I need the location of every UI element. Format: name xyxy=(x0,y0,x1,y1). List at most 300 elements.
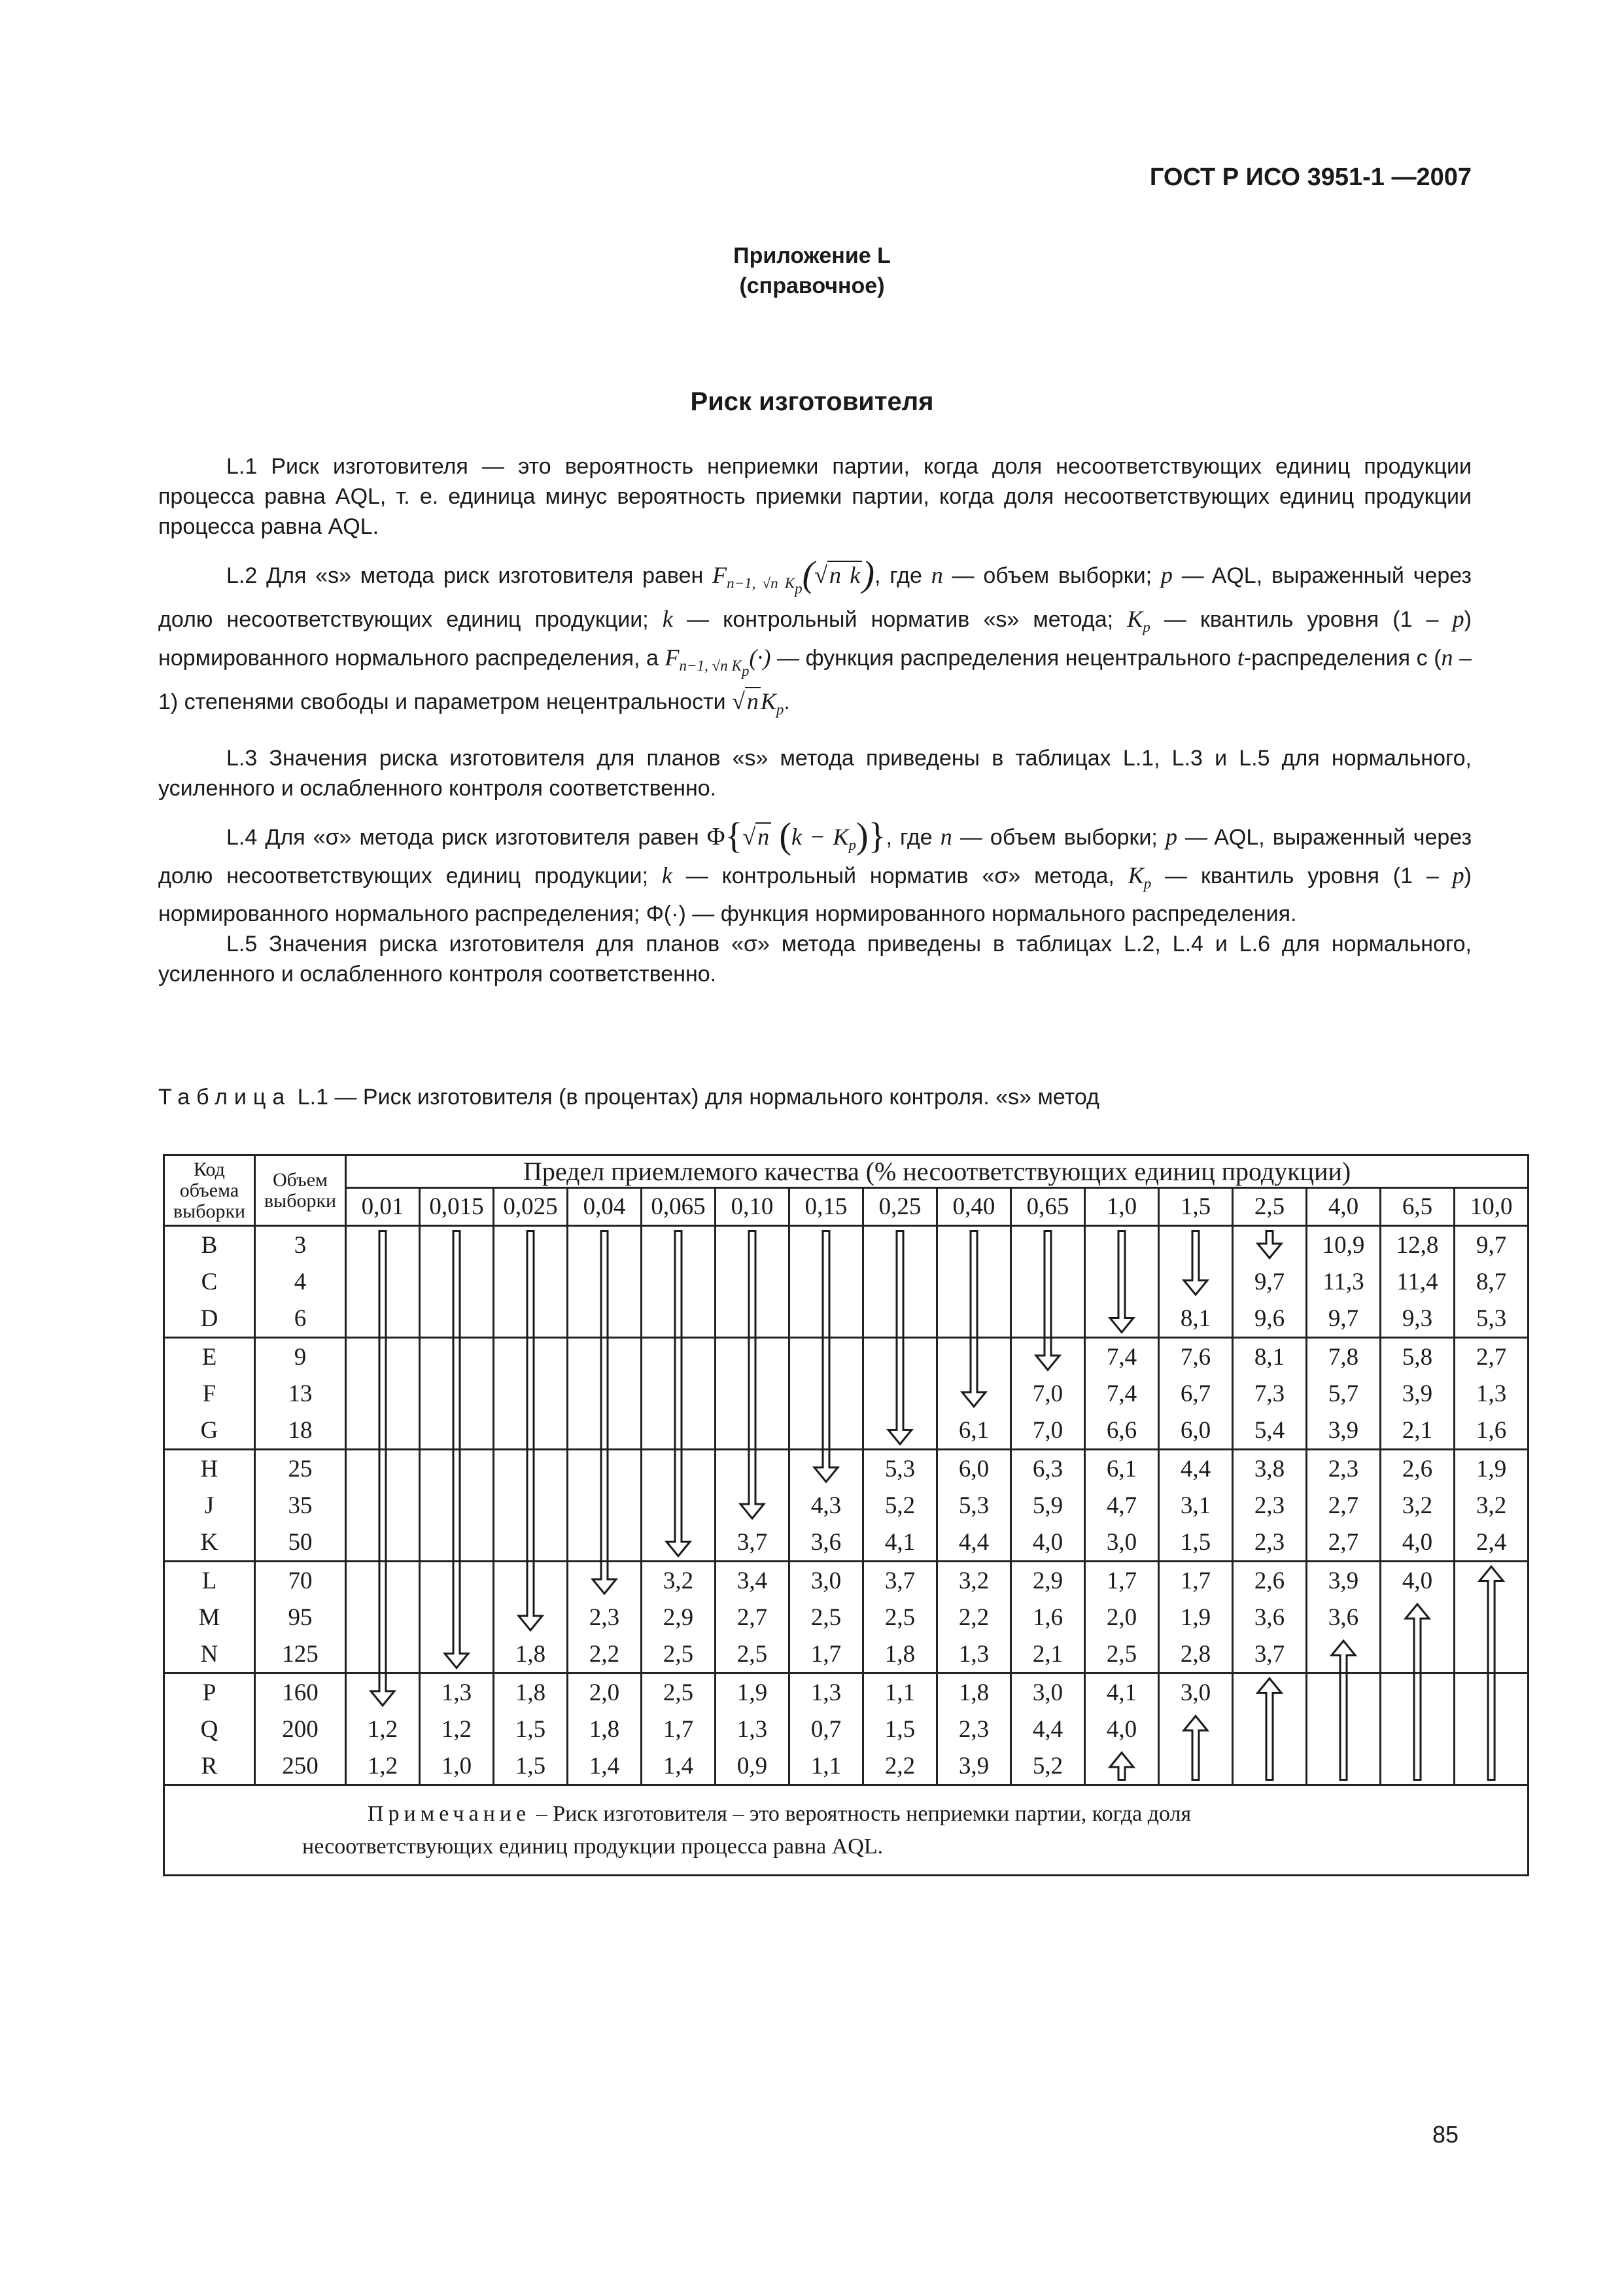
risk-value-cell xyxy=(420,1562,494,1600)
risk-value-cell: 6,3 xyxy=(1011,1450,1085,1488)
risk-value-cell xyxy=(568,1300,642,1338)
risk-value-cell: 2,1 xyxy=(1011,1636,1085,1673)
risk-value-cell: 2,5 xyxy=(863,1599,937,1636)
risk-value-cell: 1,6 xyxy=(1011,1599,1085,1636)
code-letter-cell: R xyxy=(164,1747,255,1785)
aql-header-cell: 0,01 xyxy=(346,1188,420,1226)
risk-value-cell: 2,2 xyxy=(568,1636,642,1673)
risk-value-cell xyxy=(1307,1673,1381,1711)
sample-size-cell: 200 xyxy=(255,1711,346,1747)
risk-value-cell xyxy=(1455,1711,1529,1747)
risk-value-cell xyxy=(716,1263,789,1300)
risk-value-cell xyxy=(863,1226,937,1264)
risk-value-cell xyxy=(1085,1300,1159,1338)
risk-value-cell: 9,6 xyxy=(1233,1300,1307,1338)
risk-value-cell xyxy=(937,1338,1011,1376)
body-text xyxy=(158,451,1472,989)
table-row xyxy=(164,1636,1529,1673)
risk-value-cell: 2,9 xyxy=(1011,1562,1085,1600)
formula-f: $F_{n-1, √n Kp}(√n$ k) xyxy=(712,554,874,597)
risk-value-cell: 3,2 xyxy=(1455,1487,1529,1524)
risk-value-cell: 1,3 xyxy=(420,1673,494,1711)
aql-header-cell: 0,065 xyxy=(642,1188,716,1226)
paragraph-l5: L.5 Значения риска изготовителя для планов «σ» метода приведены в таблицах L.2, L.4 и L.6 для нормального, усиленного и ослабленного контроля соответственно. xyxy=(158,932,1472,987)
risk-value-cell: 3,0 xyxy=(1011,1673,1085,1711)
risk-value-cell xyxy=(1085,1226,1159,1264)
risk-value-cell: 7,4 xyxy=(1085,1338,1159,1376)
risk-value-cell: 2,1 xyxy=(1381,1412,1455,1450)
risk-value-cell: 1,5 xyxy=(1159,1524,1233,1562)
risk-value-cell: 1,8 xyxy=(937,1673,1011,1711)
risk-value-cell: 2,6 xyxy=(1381,1450,1455,1488)
aql-header-cell: 0,40 xyxy=(937,1188,1011,1226)
risk-value-cell: 2,3 xyxy=(1307,1450,1381,1488)
risk-value-cell: 5,7 xyxy=(1307,1375,1381,1412)
risk-value-cell xyxy=(863,1375,937,1412)
risk-value-cell: 3,9 xyxy=(1381,1375,1455,1412)
risk-value-cell xyxy=(494,1338,568,1376)
risk-value-cell: 1,2 xyxy=(346,1747,420,1785)
sample-size-cell: 125 xyxy=(255,1636,346,1673)
risk-value-cell: 4,0 xyxy=(1011,1524,1085,1562)
risk-value-cell xyxy=(1085,1747,1159,1785)
risk-value-cell xyxy=(1307,1747,1381,1785)
risk-value-cell xyxy=(937,1300,1011,1338)
risk-value-cell: 3,0 xyxy=(789,1562,863,1600)
risk-value-cell: 2,7 xyxy=(716,1599,789,1636)
risk-value-cell: 2,5 xyxy=(1085,1636,1159,1673)
risk-value-cell: 1,9 xyxy=(1159,1599,1233,1636)
aql-header-cell: 0,15 xyxy=(789,1188,863,1226)
risk-value-cell xyxy=(716,1375,789,1412)
risk-value-cell: 7,4 xyxy=(1085,1375,1159,1412)
risk-value-cell xyxy=(346,1375,420,1412)
risk-value-cell xyxy=(346,1300,420,1338)
risk-value-cell: 4,4 xyxy=(1159,1450,1233,1488)
header-code: Код объема выборки xyxy=(164,1155,255,1226)
paragraph-l4: L.4 Для «σ» метода риск изготовителя равен Φ{√n $(k - K_p)$}, где n — объем выборки; p — AQL, выраженный через долю несоответствующих единиц продукции; k — контрольный норматив «σ» метода, $K_p$ — квантиль уровня (1 – p) нормированного нормального распределения; Φ(·) — функция нормированного нормального распределения. xyxy=(158,816,1472,926)
risk-value-cell: 1,7 xyxy=(789,1636,863,1673)
risk-value-cell: 8,7 xyxy=(1455,1263,1529,1300)
risk-value-cell: 2,7 xyxy=(1455,1338,1529,1376)
annex-status: (справочное) xyxy=(739,273,885,298)
risk-value-cell xyxy=(937,1263,1011,1300)
risk-value-cell: 9,7 xyxy=(1307,1300,1381,1338)
risk-value-cell: 1,3 xyxy=(937,1636,1011,1673)
risk-value-cell: 6,6 xyxy=(1085,1412,1159,1450)
risk-value-cell xyxy=(863,1338,937,1376)
risk-value-cell: 3,0 xyxy=(1085,1524,1159,1562)
risk-value-cell: 3,6 xyxy=(1233,1599,1307,1636)
header-sample-size: Объем выборки xyxy=(255,1155,346,1226)
risk-value-cell xyxy=(568,1263,642,1300)
sample-size-cell: 18 xyxy=(255,1412,346,1450)
risk-value-cell: 2,3 xyxy=(1233,1524,1307,1562)
risk-value-cell: 6,0 xyxy=(1159,1412,1233,1450)
risk-value-cell: 9,7 xyxy=(1233,1263,1307,1300)
code-letter-cell: J xyxy=(164,1487,255,1524)
risk-value-cell: 5,9 xyxy=(1011,1487,1085,1524)
table-row xyxy=(164,1524,1529,1562)
risk-value-cell: 11,4 xyxy=(1381,1263,1455,1300)
risk-value-cell xyxy=(1455,1636,1529,1673)
code-letter-cell: L xyxy=(164,1562,255,1600)
producer-risk-table xyxy=(163,1154,1529,1876)
risk-value-cell: 1,5 xyxy=(494,1711,568,1747)
sample-size-cell: 13 xyxy=(255,1375,346,1412)
risk-value-cell: 1,7 xyxy=(1159,1562,1233,1600)
risk-value-cell: 3,6 xyxy=(789,1524,863,1562)
risk-value-cell xyxy=(568,1375,642,1412)
risk-value-cell: 6,0 xyxy=(937,1450,1011,1488)
sample-size-cell: 25 xyxy=(255,1450,346,1488)
risk-value-cell xyxy=(1307,1636,1381,1673)
risk-value-cell xyxy=(346,1226,420,1264)
risk-value-cell xyxy=(642,1263,716,1300)
risk-value-cell xyxy=(494,1263,568,1300)
risk-value-cell xyxy=(1455,1599,1529,1636)
risk-value-cell: 3,2 xyxy=(1381,1487,1455,1524)
risk-value-cell: 5,3 xyxy=(937,1487,1011,1524)
risk-value-cell xyxy=(420,1338,494,1376)
risk-value-cell xyxy=(716,1450,789,1488)
risk-value-cell xyxy=(863,1300,937,1338)
sample-size-cell: 250 xyxy=(255,1747,346,1785)
paragraph-l3: L.3 Значения риска изготовителя для планов «s» метода приведены в таблицах L.1, L.3 и L.5 для нормального, усиленного и ослабленного контроля соответственно. xyxy=(158,746,1472,801)
table-row xyxy=(164,1562,1529,1600)
section-title: Риск изготовителя xyxy=(690,387,934,416)
sample-size-cell: 50 xyxy=(255,1524,346,1562)
risk-value-cell xyxy=(420,1412,494,1450)
risk-value-cell xyxy=(568,1487,642,1524)
risk-value-cell: 1,8 xyxy=(863,1636,937,1673)
risk-value-cell: 7,0 xyxy=(1011,1412,1085,1450)
risk-value-cell: 5,8 xyxy=(1381,1338,1455,1376)
aql-header-cell: 4,0 xyxy=(1307,1188,1381,1226)
risk-value-cell xyxy=(1307,1711,1381,1747)
risk-value-cell xyxy=(1381,1599,1455,1636)
risk-value-cell: 1,8 xyxy=(494,1673,568,1711)
risk-value-cell: 2,2 xyxy=(863,1747,937,1785)
sample-size-cell: 70 xyxy=(255,1562,346,1600)
risk-value-cell: 3,2 xyxy=(642,1562,716,1600)
risk-value-cell xyxy=(568,1450,642,1488)
risk-value-cell: 6,1 xyxy=(1085,1450,1159,1488)
risk-value-cell: 3,9 xyxy=(937,1747,1011,1785)
table-row xyxy=(164,1412,1529,1450)
sample-size-cell: 160 xyxy=(255,1673,346,1711)
risk-value-cell: 2,8 xyxy=(1159,1636,1233,1673)
risk-value-cell: 4,0 xyxy=(1381,1524,1455,1562)
sample-size-cell: 4 xyxy=(255,1263,346,1300)
risk-value-cell xyxy=(346,1487,420,1524)
aql-header-cell: 6,5 xyxy=(1381,1188,1455,1226)
risk-value-cell xyxy=(494,1450,568,1488)
risk-value-cell: 6,7 xyxy=(1159,1375,1233,1412)
risk-value-cell xyxy=(716,1338,789,1376)
page-number: 85 xyxy=(1432,2121,1459,2148)
risk-value-cell: 7,8 xyxy=(1307,1338,1381,1376)
code-letter-cell: K xyxy=(164,1524,255,1562)
risk-value-cell xyxy=(642,1338,716,1376)
risk-value-cell: 5,3 xyxy=(1455,1300,1529,1338)
risk-value-cell: 2,5 xyxy=(789,1599,863,1636)
risk-value-cell xyxy=(494,1300,568,1338)
risk-value-cell: 1,7 xyxy=(1085,1562,1159,1600)
paragraph-l2: L.2 Для «s» метода риск изготовителя равен $F_{n-1, √n Kp}(√n$ k), где n — объем выборки; p — AQL, выраженный через долю несоответствующих единиц продукции; k — контрольный норматив «s» метода; $K_p$ — квантиль уровня (1 – p) нормированного нормального распределения, а $F_{n-1, √n Kp}(\cdot)$ — функция распределения нецентрального t-распределения с (n – 1) степенями свободы и параметром нецентральности $√nK_p$. xyxy=(158,554,1472,718)
risk-value-cell xyxy=(568,1226,642,1264)
risk-value-cell: 2,7 xyxy=(1307,1524,1381,1562)
risk-value-cell: 6,1 xyxy=(937,1412,1011,1450)
sample-size-cell: 6 xyxy=(255,1300,346,1338)
table-row xyxy=(164,1300,1529,1338)
risk-value-cell xyxy=(716,1226,789,1264)
risk-value-cell: 1,8 xyxy=(568,1711,642,1747)
risk-value-cell: 2,3 xyxy=(1233,1487,1307,1524)
risk-value-cell: 11,3 xyxy=(1307,1263,1381,1300)
aql-header-cell: 0,65 xyxy=(1011,1188,1085,1226)
risk-value-cell: 1,6 xyxy=(1455,1412,1529,1450)
risk-value-cell xyxy=(1381,1747,1455,1785)
risk-value-cell xyxy=(1455,1562,1529,1600)
risk-value-cell xyxy=(1011,1338,1085,1376)
risk-value-cell: 8,1 xyxy=(1233,1338,1307,1376)
risk-value-cell xyxy=(494,1412,568,1450)
risk-value-cell xyxy=(1159,1747,1233,1785)
risk-value-cell xyxy=(1381,1673,1455,1711)
risk-value-cell xyxy=(1085,1263,1159,1300)
risk-value-cell xyxy=(1381,1636,1455,1673)
risk-value-cell xyxy=(420,1300,494,1338)
risk-value-cell xyxy=(494,1487,568,1524)
risk-value-cell: 12,8 xyxy=(1381,1226,1455,1264)
risk-value-cell: 3,4 xyxy=(716,1562,789,1600)
risk-value-cell xyxy=(568,1338,642,1376)
risk-value-cell: 7,3 xyxy=(1233,1375,1307,1412)
risk-value-cell xyxy=(789,1375,863,1412)
risk-value-cell: 1,3 xyxy=(1455,1375,1529,1412)
risk-value-cell xyxy=(642,1450,716,1488)
risk-value-cell: 5,2 xyxy=(1011,1747,1085,1785)
code-letter-cell: M xyxy=(164,1599,255,1636)
code-letter-cell: F xyxy=(164,1375,255,1412)
risk-value-cell xyxy=(420,1263,494,1300)
risk-value-cell: 10,9 xyxy=(1307,1226,1381,1264)
header-aql-span: Предел приемлемого качества (% несоответствующих единиц продукции) xyxy=(346,1155,1529,1188)
code-letter-cell: H xyxy=(164,1450,255,1488)
sample-size-cell: 95 xyxy=(255,1599,346,1636)
risk-value-cell: 2,5 xyxy=(642,1673,716,1711)
annex-heading xyxy=(0,241,1624,301)
risk-value-cell: 2,3 xyxy=(937,1711,1011,1747)
code-letter-cell: C xyxy=(164,1263,255,1300)
risk-value-cell xyxy=(1381,1711,1455,1747)
annex-label: Приложение L xyxy=(733,243,891,268)
risk-value-cell xyxy=(494,1226,568,1264)
risk-value-cell: 1,5 xyxy=(863,1711,937,1747)
risk-value-cell: 3,1 xyxy=(1159,1487,1233,1524)
risk-value-cell: 3,9 xyxy=(1307,1562,1381,1600)
risk-value-cell: 1,3 xyxy=(789,1673,863,1711)
aql-header-cell: 1,0 xyxy=(1085,1188,1159,1226)
risk-value-cell xyxy=(789,1226,863,1264)
risk-value-cell: 1,7 xyxy=(642,1711,716,1747)
risk-value-cell xyxy=(346,1412,420,1450)
risk-value-cell xyxy=(1455,1747,1529,1785)
risk-value-cell: 1,4 xyxy=(642,1747,716,1785)
risk-value-cell xyxy=(1233,1673,1307,1711)
risk-value-cell xyxy=(420,1375,494,1412)
risk-value-cell: 3,2 xyxy=(937,1562,1011,1600)
table-row xyxy=(164,1375,1529,1412)
aql-header-cell: 1,5 xyxy=(1159,1188,1233,1226)
code-letter-cell: N xyxy=(164,1636,255,1673)
risk-value-cell xyxy=(420,1487,494,1524)
risk-value-cell xyxy=(420,1636,494,1673)
risk-value-cell: 2,7 xyxy=(1307,1487,1381,1524)
risk-value-cell xyxy=(789,1412,863,1450)
risk-value-cell: 1,0 xyxy=(420,1747,494,1785)
risk-value-cell xyxy=(1011,1300,1085,1338)
risk-value-cell: 4,0 xyxy=(1381,1562,1455,1600)
risk-value-cell xyxy=(1159,1263,1233,1300)
risk-value-cell: 1,2 xyxy=(420,1711,494,1747)
risk-value-cell: 2,4 xyxy=(1455,1524,1529,1562)
risk-value-cell: 2,9 xyxy=(642,1599,716,1636)
risk-value-cell xyxy=(494,1524,568,1562)
aql-header-cell: 0,04 xyxy=(568,1188,642,1226)
risk-value-cell xyxy=(789,1300,863,1338)
risk-value-cell: 5,4 xyxy=(1233,1412,1307,1450)
risk-value-cell xyxy=(494,1375,568,1412)
risk-value-cell xyxy=(642,1412,716,1450)
sample-size-cell: 9 xyxy=(255,1338,346,1376)
table-row xyxy=(164,1747,1529,1785)
code-letter-cell: G xyxy=(164,1412,255,1450)
table-row xyxy=(164,1599,1529,1636)
risk-value-cell xyxy=(716,1412,789,1450)
risk-value-cell xyxy=(1455,1673,1529,1711)
table-row xyxy=(164,1263,1529,1300)
risk-value-cell: 4,1 xyxy=(863,1524,937,1562)
risk-value-cell xyxy=(642,1524,716,1562)
table-caption: Таблица L.1 — Риск изготовителя (в процентах) для нормального контроля. «s» метод xyxy=(158,1085,1099,1110)
risk-value-cell xyxy=(420,1524,494,1562)
table-row xyxy=(164,1338,1529,1376)
aql-header-cell: 0,25 xyxy=(863,1188,937,1226)
paragraph-l1: L.1 Риск изготовителя — это вероятность неприемки партии, когда доля несоответствующих единиц продукции процесса равна AQL, т. е. единица минус вероятность приемки партии, когда доля несоответствующих единиц продукции процесса равна AQL. xyxy=(158,454,1472,539)
risk-value-cell: 2,5 xyxy=(642,1636,716,1673)
risk-value-cell xyxy=(346,1562,420,1600)
risk-value-cell: 3,8 xyxy=(1233,1450,1307,1488)
risk-value-cell: 2,5 xyxy=(716,1636,789,1673)
risk-value-cell xyxy=(568,1524,642,1562)
risk-value-cell xyxy=(642,1300,716,1338)
aql-header-cell: 0,025 xyxy=(494,1188,568,1226)
risk-value-cell: 1,9 xyxy=(716,1673,789,1711)
risk-value-cell xyxy=(568,1412,642,1450)
risk-value-cell: 9,7 xyxy=(1455,1226,1529,1264)
sample-size-cell: 3 xyxy=(255,1226,346,1264)
risk-value-cell xyxy=(642,1226,716,1264)
code-letter-cell: B xyxy=(164,1226,255,1264)
standard-designation: ГОСТ Р ИСО 3951-1 —2007 xyxy=(1149,164,1472,191)
risk-value-cell xyxy=(863,1412,937,1450)
risk-value-cell xyxy=(420,1599,494,1636)
risk-value-cell: 4,0 xyxy=(1085,1711,1159,1747)
risk-value-cell xyxy=(1011,1226,1085,1264)
table-row xyxy=(164,1226,1529,1264)
risk-value-cell xyxy=(1233,1226,1307,1264)
risk-value-cell xyxy=(494,1562,568,1600)
risk-value-cell xyxy=(346,1599,420,1636)
risk-value-cell: 4,4 xyxy=(1011,1711,1085,1747)
code-letter-cell: D xyxy=(164,1300,255,1338)
risk-value-cell: 3,7 xyxy=(716,1524,789,1562)
risk-value-cell: 9,3 xyxy=(1381,1300,1455,1338)
risk-value-cell: 8,1 xyxy=(1159,1300,1233,1338)
code-letter-cell: E xyxy=(164,1338,255,1376)
risk-value-cell xyxy=(1233,1747,1307,1785)
risk-value-cell: 7,0 xyxy=(1011,1375,1085,1412)
table-row xyxy=(164,1673,1529,1711)
risk-value-cell: 1,8 xyxy=(494,1636,568,1673)
risk-value-cell xyxy=(346,1636,420,1673)
risk-value-cell: 3,9 xyxy=(1307,1412,1381,1450)
risk-value-cell: 1,4 xyxy=(568,1747,642,1785)
risk-value-cell: 4,3 xyxy=(789,1487,863,1524)
table-row xyxy=(164,1450,1529,1488)
risk-value-cell xyxy=(789,1450,863,1488)
risk-value-cell: 2,0 xyxy=(1085,1599,1159,1636)
risk-value-cell: 1,2 xyxy=(346,1711,420,1747)
sample-size-cell: 35 xyxy=(255,1487,346,1524)
risk-value-cell: 2,2 xyxy=(937,1599,1011,1636)
risk-value-cell xyxy=(642,1375,716,1412)
risk-value-cell: 2,0 xyxy=(568,1673,642,1711)
risk-value-cell xyxy=(789,1338,863,1376)
risk-value-cell: 3,6 xyxy=(1307,1599,1381,1636)
risk-value-cell: 1,5 xyxy=(494,1747,568,1785)
risk-value-cell xyxy=(937,1226,1011,1264)
risk-value-cell: 0,9 xyxy=(716,1747,789,1785)
risk-value-cell xyxy=(1233,1711,1307,1747)
risk-value-cell: 3,7 xyxy=(863,1562,937,1600)
risk-value-cell xyxy=(716,1487,789,1524)
risk-value-cell: 4,1 xyxy=(1085,1673,1159,1711)
risk-value-cell xyxy=(789,1263,863,1300)
risk-value-cell xyxy=(1011,1263,1085,1300)
risk-value-cell xyxy=(642,1487,716,1524)
aql-header-cell: 0,015 xyxy=(420,1188,494,1226)
risk-value-cell: 3,0 xyxy=(1159,1673,1233,1711)
table-row xyxy=(164,1711,1529,1747)
risk-value-cell xyxy=(1159,1711,1233,1747)
risk-value-cell xyxy=(346,1338,420,1376)
aql-header-cell: 10,0 xyxy=(1455,1188,1529,1226)
risk-value-cell xyxy=(1159,1226,1233,1264)
code-letter-cell: Q xyxy=(164,1711,255,1747)
table-note: Примечание – Риск изготовителя – это вероятность неприемки партии, когда доля несоответствующих единиц продукции процесса равна AQL. xyxy=(164,1785,1529,1876)
risk-value-cell: 1,3 xyxy=(716,1711,789,1747)
risk-value-cell xyxy=(937,1375,1011,1412)
risk-value-cell: 2,6 xyxy=(1233,1562,1307,1600)
risk-value-cell: 1,1 xyxy=(789,1747,863,1785)
aql-header-cell: 2,5 xyxy=(1233,1188,1307,1226)
risk-value-cell: 3,7 xyxy=(1233,1636,1307,1673)
table-row xyxy=(164,1487,1529,1524)
risk-value-cell xyxy=(420,1226,494,1264)
